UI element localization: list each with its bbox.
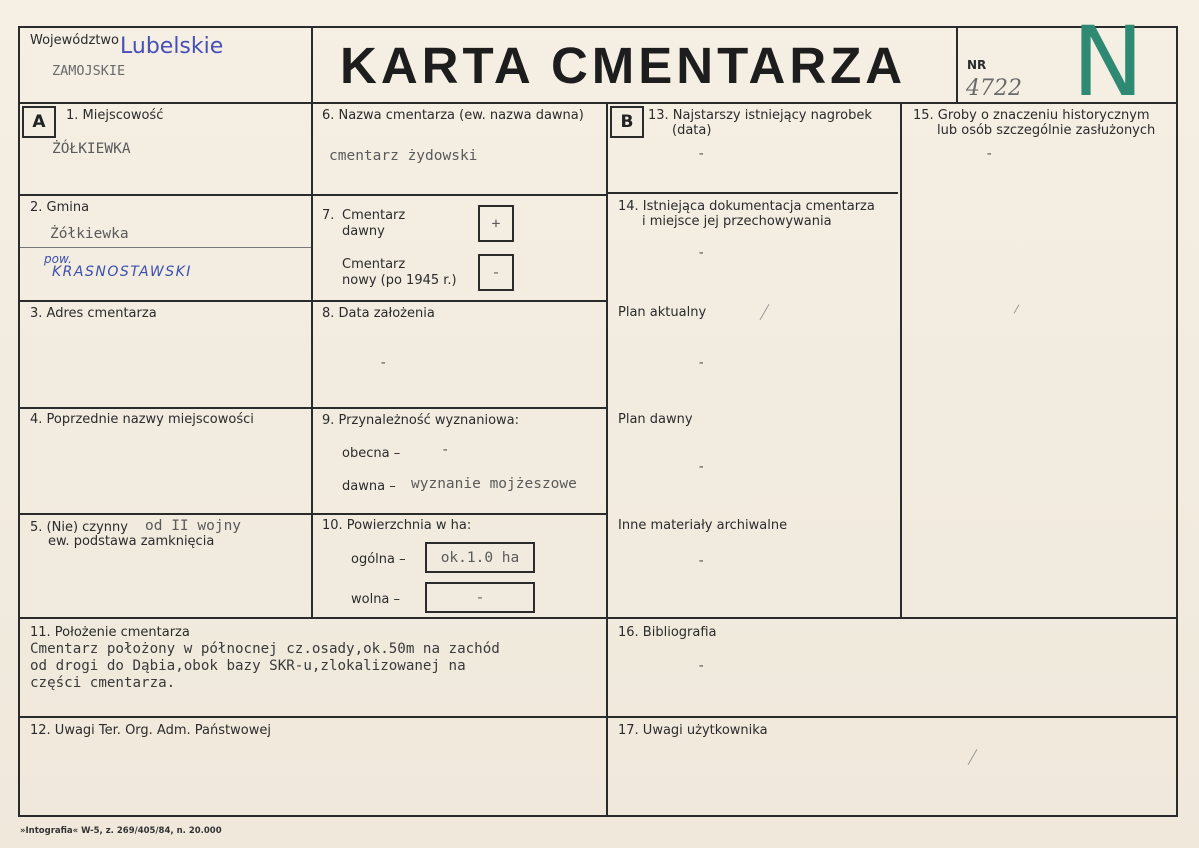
col-divider-3 <box>900 102 902 619</box>
f16-label: 16. Bibliografia <box>618 625 717 640</box>
border-top <box>18 26 1178 28</box>
header-bottom-line <box>18 102 1178 104</box>
paper-scratch <box>760 304 770 320</box>
f2-pow-note: pow. <box>44 252 72 266</box>
f16-value: - <box>697 658 706 674</box>
paper-scratch <box>968 749 978 765</box>
header-divider-1 <box>311 26 313 104</box>
section-b-box: B <box>610 106 644 138</box>
plan-former-value: - <box>697 459 706 475</box>
paper-scratch <box>1014 304 1020 313</box>
f2-value: Żółkiewka <box>50 226 129 242</box>
f15-label-line1: 15. Groby o znaczeniu historycznym <box>913 108 1150 123</box>
f7-new-label-1: Cmentarz <box>342 257 406 272</box>
f4-label: 4. Poprzednie nazwy miejscowości <box>30 412 254 427</box>
f7-old-label-1: Cmentarz <box>342 208 406 223</box>
f11-value: Cmentarz położony w północnej cz.osady,ok.50m na zachód od drogi do Dąbia,obok bazy SKR-u,zlokalizowanej na części cmentarza. <box>30 641 500 691</box>
f3-label: 3. Adres cmentarza <box>30 306 157 321</box>
col-divider-2 <box>606 102 608 817</box>
f5-value: od II wojny <box>145 518 242 534</box>
row-line-a5 <box>18 617 1178 619</box>
f6-value: cmentarz żydowski <box>329 148 478 164</box>
gmina-separator <box>20 247 311 248</box>
nr-value: 4722 <box>966 76 1022 101</box>
f11-label: 11. Położenie cmentarza <box>30 625 190 640</box>
row-line-b1 <box>608 192 898 194</box>
f2-pow-value: KRASNOSTAWSKI <box>52 264 192 280</box>
plan-current-label: Plan aktualny <box>618 305 707 320</box>
f10-free-field[interactable]: - <box>425 582 535 613</box>
f13-label-line1: 13. Najstarszy istniejący nagrobek <box>648 108 872 123</box>
nr-label: NR <box>967 58 987 72</box>
f9-label: 9. Przynależność wyznaniowa: <box>322 413 520 428</box>
f14-label-line2: i miejsce jej przechowywania <box>642 214 832 229</box>
print-info: »Intografia« W-5, z. 269/405/84, n. 20.000 <box>20 826 222 836</box>
f8-value: - <box>379 355 388 371</box>
wojewodztwo-label: Województwo <box>30 33 120 48</box>
f10-free-label: wolna – <box>351 592 401 607</box>
f13-label-line2: (data) <box>672 123 712 138</box>
row-line-a3 <box>18 407 608 409</box>
wojewodztwo-stamp: Lubelskie <box>120 34 224 59</box>
row-line-a4 <box>18 513 608 515</box>
border-right <box>1176 26 1178 817</box>
f9-current-value: - <box>441 442 450 458</box>
card-title: KARTA CMENTARZA <box>340 37 907 94</box>
f1-value: ŻÓŁKIEWKA <box>52 141 131 157</box>
f12-label: 12. Uwagi Ter. Org. Adm. Państwowej <box>30 723 271 738</box>
f14-value: - <box>697 245 706 261</box>
f15-value: - <box>985 146 994 162</box>
section-a-box: A <box>22 106 56 138</box>
border-left <box>18 26 20 817</box>
border-bottom <box>18 815 1178 817</box>
plan-current-value: - <box>697 355 706 371</box>
f5-label-line2: ew. podstawa zamknięcia <box>48 534 215 549</box>
wojewodztwo-typed: ZAMOJSKIE <box>52 63 126 79</box>
f7-label: 7. <box>322 208 335 223</box>
f9-current-label: obecna – <box>342 446 401 461</box>
f7-new-checkbox[interactable]: - <box>478 254 514 291</box>
f17-label: 17. Uwagi użytkownika <box>618 723 768 738</box>
row-line-a2 <box>18 300 608 302</box>
f6-label: 6. Nazwa cmentarza (ew. nazwa dawna) <box>322 108 584 123</box>
f7-new-label-2: nowy (po 1945 r.) <box>342 273 457 288</box>
f10-label: 10. Powierzchnia w ha: <box>322 518 472 533</box>
f1-label: 1. Miejscowość <box>66 108 164 123</box>
f9-former-value: wyznanie mojżeszowe <box>411 476 577 492</box>
archive-value: - <box>697 553 706 569</box>
plan-former-label: Plan dawny <box>618 412 693 427</box>
f14-label-line1: 14. Istniejąca dokumentacja cmentarza <box>618 199 875 214</box>
f13-value: - <box>697 146 706 162</box>
row-line-a1 <box>18 194 608 196</box>
f8-label: 8. Data założenia <box>322 306 435 321</box>
category-mark: N <box>1072 6 1144 118</box>
row-line-11 <box>18 716 1178 718</box>
f2-label: 2. Gmina <box>30 200 90 215</box>
f10-total-label: ogólna – <box>351 552 406 567</box>
archive-label: Inne materiały archiwalne <box>618 518 788 533</box>
f5-label-line1: 5. (Nie) czynny <box>30 520 128 535</box>
f7-old-label-2: dawny <box>342 224 385 239</box>
header-divider-2 <box>956 26 958 104</box>
f10-total-field[interactable]: ok.1.0 ha <box>425 542 535 573</box>
f9-former-label: dawna – <box>342 479 396 494</box>
col-divider-1 <box>311 102 313 619</box>
f7-old-checkbox[interactable]: + <box>478 205 514 242</box>
f15-label-line2: lub osób szczególnie zasłużonych <box>937 123 1156 138</box>
